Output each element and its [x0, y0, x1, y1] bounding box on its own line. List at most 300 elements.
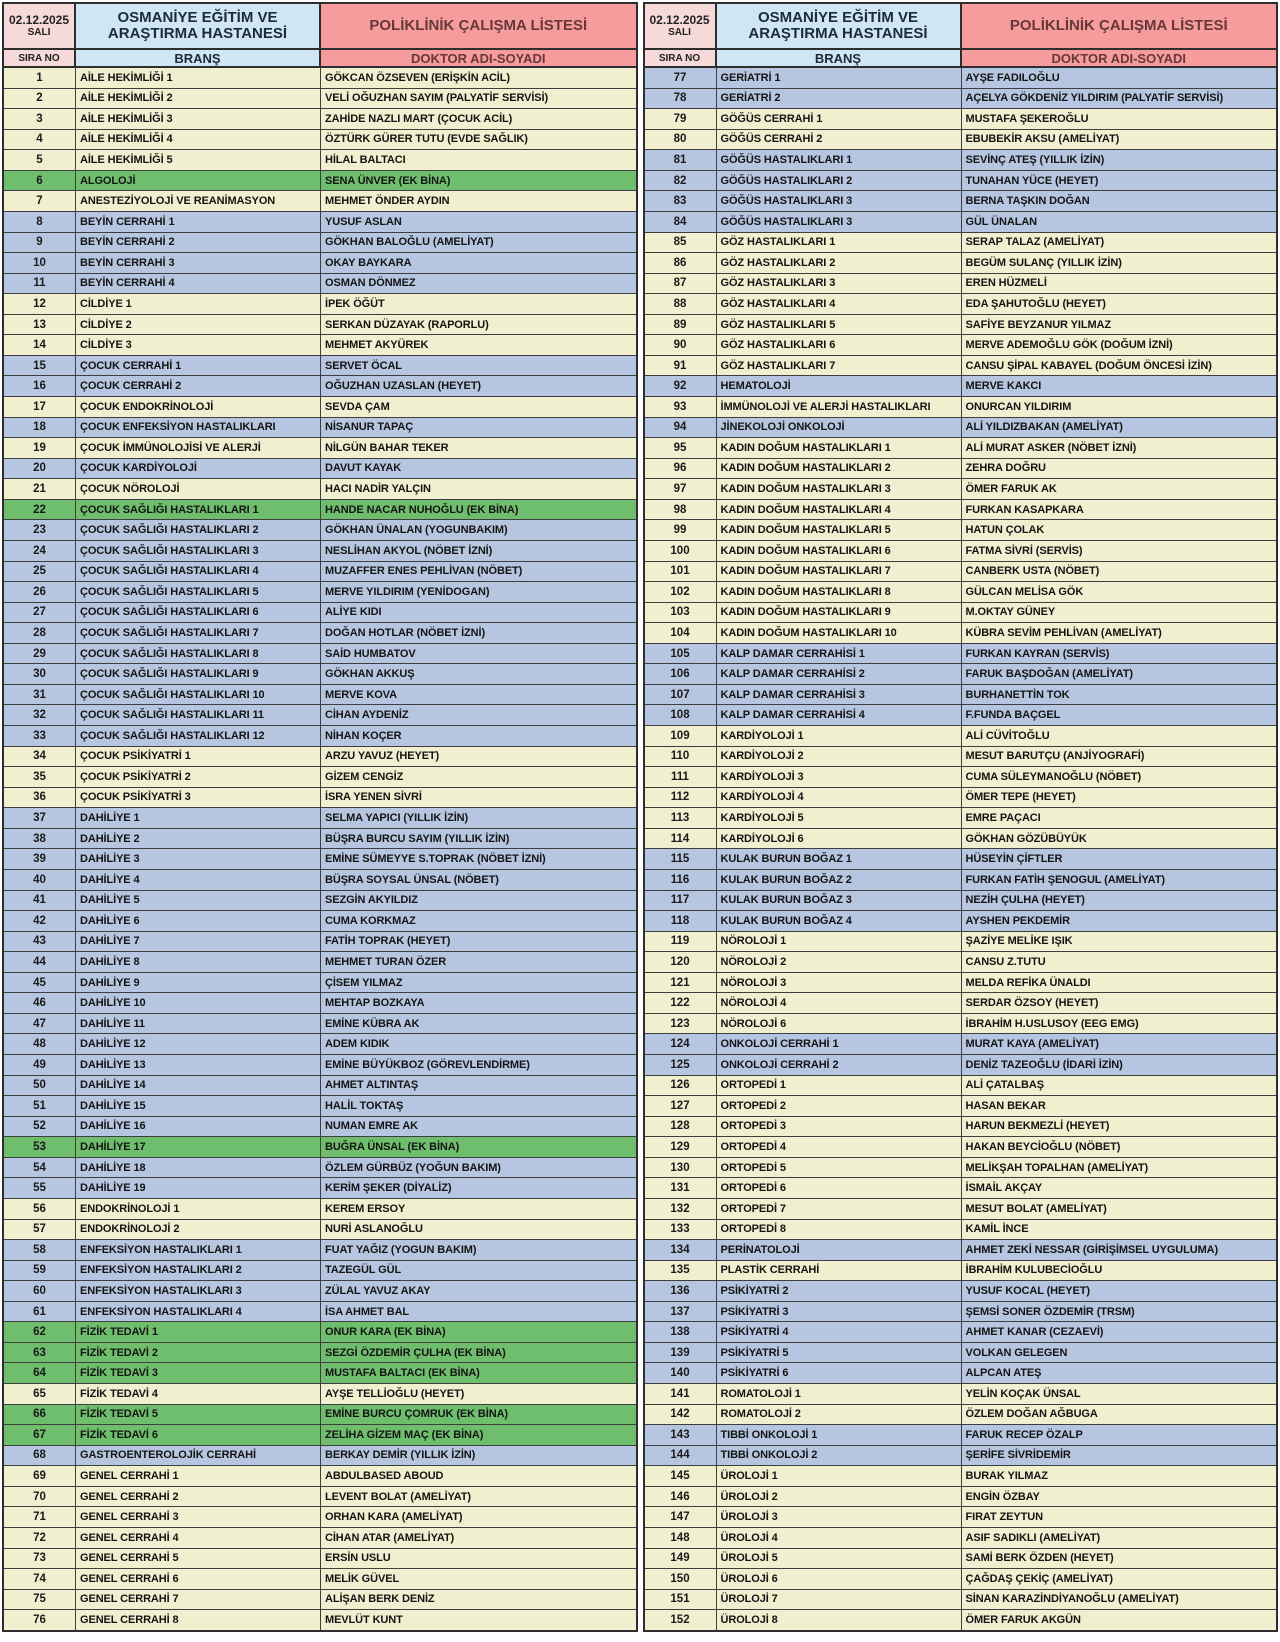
table-row: [4, 1609, 636, 1630]
table-row: [4, 355, 636, 376]
table-row: [4, 314, 636, 335]
doktor-cell: F.FUNDA BAÇGEL: [962, 705, 1277, 725]
table-row: [645, 375, 1277, 396]
table-row: [645, 1260, 1277, 1281]
sira-no-cell: 132: [645, 1199, 717, 1219]
sira-no-cell: 100: [645, 541, 717, 561]
doktor-cell: MUSTAFA ŞEKEROĞLU: [962, 109, 1277, 129]
brans-cell: ÇOCUK SAĞLIĞI HASTALIKLARI 2: [76, 520, 321, 540]
sira-no-cell: 6: [4, 171, 76, 191]
doktor-cell: ZEHRA DOĞRU: [962, 459, 1277, 479]
sira-no-cell: 147: [645, 1507, 717, 1527]
table-row: [4, 129, 636, 150]
brans-cell: DAHİLİYE 4: [76, 870, 321, 890]
brans-cell: GENEL CERRAHİ 1: [76, 1466, 321, 1486]
table-row: [4, 108, 636, 129]
sira-no-cell: 76: [4, 1610, 76, 1630]
doktor-cell: EDA ŞAHUTOĞLU (HEYET): [962, 294, 1277, 314]
sira-no-cell: 58: [4, 1240, 76, 1260]
table-row: [645, 1116, 1277, 1137]
sira-no-cell: 69: [4, 1466, 76, 1486]
sira-no-cell: 80: [645, 130, 717, 150]
table-row: [4, 417, 636, 438]
doktor-cell: AHMET KANAR (CEZAEVİ): [962, 1322, 1277, 1342]
doktor-cell: FARUK RECEP ÖZALP: [962, 1425, 1277, 1445]
table-row: [4, 1075, 636, 1096]
sira-no-cell: 149: [645, 1549, 717, 1569]
table-row: [4, 848, 636, 869]
table-row: [4, 951, 636, 972]
doktor-cell: FURKAN FATİH ŞENOGUL (AMELİYAT): [962, 870, 1277, 890]
brans-cell: ORTOPEDİ 5: [717, 1158, 962, 1178]
brans-cell: KALP DAMAR CERRAHİSİ 4: [717, 705, 962, 725]
sira-no-cell: 77: [645, 68, 717, 88]
sira-no-cell: 139: [645, 1343, 717, 1363]
sira-no-cell: 73: [4, 1549, 76, 1569]
table-row: [4, 170, 636, 191]
sira-no-cell: 8: [4, 212, 76, 232]
table-row: [4, 581, 636, 602]
brans-cell: PERİNATOLOJİ: [717, 1240, 962, 1260]
table-row: [645, 108, 1277, 129]
sira-no-cell: 122: [645, 993, 717, 1013]
sira-no-cell: 47: [4, 1014, 76, 1034]
doktor-cell: YELİN KOÇAK ÜNSAL: [962, 1384, 1277, 1404]
brans-cell: KARDİYOLOJİ 6: [717, 829, 962, 849]
table-row: [645, 1609, 1277, 1630]
doktor-cell: AYŞE TELLİOĞLU (HEYET): [321, 1384, 636, 1404]
sira-no-cell: 90: [645, 335, 717, 355]
brans-cell: FİZİK TEDAVİ 4: [76, 1384, 321, 1404]
brans-cell: ÇOCUK ENDOKRİNOLOJİ: [76, 397, 321, 417]
table-row: [645, 334, 1277, 355]
sira-no-cell: 99: [645, 520, 717, 540]
doktor-cell: SEVDA ÇAM: [321, 397, 636, 417]
sira-no-cell: 59: [4, 1261, 76, 1281]
sira-no-cell: 144: [645, 1446, 717, 1466]
brans-cell: ALGOLOJİ: [76, 171, 321, 191]
list-title: POLİKLİNİK ÇALIŞMA LİSTESİ: [321, 4, 636, 48]
table-row: [645, 951, 1277, 972]
sira-no-cell: 96: [645, 459, 717, 479]
doktor-cell: DENİZ TAZEOĞLU (İDARİ İZİN): [962, 1055, 1277, 1075]
table-row: [645, 396, 1277, 417]
table-row: [4, 1362, 636, 1383]
table-row: [645, 910, 1277, 931]
doktor-cell: SEZGİN AKYILDIZ: [321, 891, 636, 911]
doktor-cell: HÜSEYİN ÇİFTLER: [962, 849, 1277, 869]
sira-no-cell: 38: [4, 829, 76, 849]
brans-cell: GERİATRİ 2: [717, 89, 962, 109]
doktor-cell: MUSTAFA BALTACI (EK BİNA): [321, 1363, 636, 1383]
sira-no-cell: 55: [4, 1178, 76, 1198]
table-row: [4, 1260, 636, 1281]
doktor-cell: VOLKAN GELEGEN: [962, 1343, 1277, 1363]
table-row: [4, 602, 636, 623]
sira-no-cell: 19: [4, 438, 76, 458]
brans-cell: DAHİLİYE 19: [76, 1178, 321, 1198]
sira-no-cell: 62: [4, 1322, 76, 1342]
doktor-cell: SEZGİ ÖZDEMİR ÇULHA (EK BİNA): [321, 1343, 636, 1363]
table-row: [4, 375, 636, 396]
table-row: [645, 890, 1277, 911]
doktor-cell: ARZU YAVUZ (HEYET): [321, 747, 636, 767]
doktor-cell: MEHMET ÖNDER AYDIN: [321, 191, 636, 211]
brans-cell: DAHİLİYE 12: [76, 1034, 321, 1054]
table-row: [4, 1404, 636, 1425]
sira-no-cell: 50: [4, 1076, 76, 1096]
doktor-cell: MERVE KOVA: [321, 685, 636, 705]
doktor-cell: ÖZLEM DOĞAN AĞBUGA: [962, 1405, 1277, 1425]
sira-no-cell: 111: [645, 767, 717, 787]
brans-cell: DAHİLİYE 10: [76, 993, 321, 1013]
sira-no-cell: 89: [645, 315, 717, 335]
sira-no-cell: 85: [645, 233, 717, 253]
doktor-cell: HARUN BEKMEZLİ (HEYET): [962, 1117, 1277, 1137]
sira-no-cell: 115: [645, 849, 717, 869]
doktor-cell: BURHANETTİN TOK: [962, 685, 1277, 705]
table-row: [645, 293, 1277, 314]
table-row: [645, 437, 1277, 458]
table-row: [4, 1116, 636, 1137]
sira-no-cell: 138: [645, 1322, 717, 1342]
sira-no-cell: 137: [645, 1302, 717, 1322]
brans-cell: DAHİLİYE 6: [76, 911, 321, 931]
doktor-cell: HACI NADİR YALÇIN: [321, 479, 636, 499]
table-row: [645, 1506, 1277, 1527]
doktor-cell: ÖMER FARUK AK: [962, 479, 1277, 499]
table-row: [645, 1095, 1277, 1116]
doktor-cell: GÖKHAN AKKUŞ: [321, 664, 636, 684]
brans-cell: ROMATOLOJİ 1: [717, 1384, 962, 1404]
table-row: [4, 787, 636, 808]
table-row: [645, 88, 1277, 109]
doktor-cell: HANDE NACAR NUHOĞLU (EK BİNA): [321, 500, 636, 520]
table-row: [4, 663, 636, 684]
brans-cell: ÜROLOJİ 1: [717, 1466, 962, 1486]
sira-no-cell: 26: [4, 582, 76, 602]
table-row: [645, 1219, 1277, 1240]
brans-cell: ORTOPEDİ 8: [717, 1220, 962, 1240]
doktor-cell: SERDAR ÖZSOY (HEYET): [962, 993, 1277, 1013]
sira-no-cell: 2: [4, 89, 76, 109]
sira-no-cell: 127: [645, 1096, 717, 1116]
doktor-cell: ADEM KIDIK: [321, 1034, 636, 1054]
brans-cell: DAHİLİYE 14: [76, 1076, 321, 1096]
brans-cell: GENEL CERRAHİ 2: [76, 1487, 321, 1507]
brans-cell: CİLDİYE 2: [76, 315, 321, 335]
doktor-cell: AÇELYA GÖKDENİZ YILDIRIM (PALYATİF SERVİSİ): [962, 89, 1277, 109]
sira-no-cell: 30: [4, 664, 76, 684]
brans-cell: CİLDİYE 1: [76, 294, 321, 314]
brans-cell: NÖROLOJİ 6: [717, 1014, 962, 1034]
sira-no-cell: 88: [645, 294, 717, 314]
brans-cell: FİZİK TEDAVİ 1: [76, 1322, 321, 1342]
table-row: [645, 1589, 1277, 1610]
brans-cell: GÖZ HASTALIKLARI 6: [717, 335, 962, 355]
table-row: [645, 1136, 1277, 1157]
table-row: [645, 1033, 1277, 1054]
sira-no-cell: 21: [4, 479, 76, 499]
table-row: [645, 68, 1277, 88]
brans-cell: PSİKİYATRİ 4: [717, 1322, 962, 1342]
doktor-cell: DOĞAN HOTLAR (NÖBET İZNİ): [321, 623, 636, 643]
sira-no-cell: 49: [4, 1055, 76, 1075]
brans-cell: GENEL CERRAHİ 8: [76, 1610, 321, 1630]
brans-cell: ÇOCUK SAĞLIĞI HASTALIKLARI 3: [76, 541, 321, 561]
brans-cell: ÜROLOJİ 8: [717, 1610, 962, 1630]
sira-no-cell: 68: [4, 1446, 76, 1466]
brans-cell: KADIN DOĞUM HASTALIKLARI 9: [717, 603, 962, 623]
brans-cell: ÇOCUK SAĞLIĞI HASTALIKLARI 11: [76, 705, 321, 725]
doktor-cell: MELİK GÜVEL: [321, 1569, 636, 1589]
doktor-cell: ŞAZİYE MELİKE IŞIK: [962, 932, 1277, 952]
brans-cell: KALP DAMAR CERRAHİSİ 3: [717, 685, 962, 705]
sira-no-cell: 61: [4, 1302, 76, 1322]
doktor-cell: OĞUZHAN UZASLAN (HEYET): [321, 376, 636, 396]
table-row: [4, 1589, 636, 1610]
sira-no-cell: 41: [4, 891, 76, 911]
table-row: [4, 149, 636, 170]
table-row: [4, 828, 636, 849]
sira-no-cell: 52: [4, 1117, 76, 1137]
table-row: [4, 1568, 636, 1589]
sira-no-cell: 71: [4, 1507, 76, 1527]
doktor-cell: OSMAN DÖNMEZ: [321, 274, 636, 294]
table-row: [645, 1198, 1277, 1219]
brans-cell: KARDİYOLOJİ 3: [717, 767, 962, 787]
table-row: [4, 1527, 636, 1548]
brans-cell: DAHİLİYE 1: [76, 808, 321, 828]
brans-cell: HEMATOLOJİ: [717, 376, 962, 396]
doktor-cell: SENA ÜNVER (EK BİNA): [321, 171, 636, 191]
table-row: [645, 211, 1277, 232]
doktor-cell: FATİH TOPRAK (HEYET): [321, 932, 636, 952]
table-row: [645, 1486, 1277, 1507]
table-row: [645, 314, 1277, 335]
sira-no-cell: 27: [4, 603, 76, 623]
brans-cell: AİLE HEKİMLİĞİ 3: [76, 109, 321, 129]
brans-cell: ENFEKSİYON HASTALIKLARI 4: [76, 1302, 321, 1322]
table-row: [4, 561, 636, 582]
doktor-cell: EREN HÜZMELİ: [962, 274, 1277, 294]
doktor-cell: NESLİHAN AKYOL (NÖBET İZNİ): [321, 541, 636, 561]
brans-cell: ÇOCUK SAĞLIĞI HASTALIKLARI 4: [76, 562, 321, 582]
doktor-cell: KERİM ŞEKER (DİYALİZ): [321, 1178, 636, 1198]
doktor-cell: ORHAN KARA (AMELİYAT): [321, 1507, 636, 1527]
table-row: [4, 622, 636, 643]
brans-cell: ÇOCUK PSİKİYATRİ 3: [76, 788, 321, 808]
doktor-cell: İBRAHİM KULUBECİOĞLU: [962, 1261, 1277, 1281]
sira-no-cell: 24: [4, 541, 76, 561]
table-header-left: [4, 4, 636, 48]
doktor-cell: ÖZLEM GÜRBÜZ (YOĞUN BAKIM): [321, 1158, 636, 1178]
sira-no-cell: 101: [645, 562, 717, 582]
table-body-right: [645, 66, 1277, 1630]
doktor-cell: LEVENT BOLAT (AMELİYAT): [321, 1487, 636, 1507]
sira-no-cell: 1: [4, 68, 76, 88]
brans-cell: İMMÜNOLOJİ VE ALERJİ HASTALIKLARI: [717, 397, 962, 417]
table-row: [4, 478, 636, 499]
column-header-doktor: DOKTOR ADI-SOYADI: [321, 50, 636, 66]
sira-no-cell: 20: [4, 459, 76, 479]
table-row: [4, 972, 636, 993]
table-row: [645, 417, 1277, 438]
table-row: [4, 1157, 636, 1178]
doktor-cell: MEHMET AKYÜREK: [321, 335, 636, 355]
sira-no-cell: 67: [4, 1425, 76, 1445]
brans-cell: KADIN DOĞUM HASTALIKLARI 4: [717, 500, 962, 520]
sira-no-cell: 74: [4, 1569, 76, 1589]
brans-cell: GÖĞÜS HASTALIKLARI 3: [717, 212, 962, 232]
table-row: [4, 499, 636, 520]
brans-cell: KARDİYOLOJİ 4: [717, 788, 962, 808]
sira-no-cell: 140: [645, 1363, 717, 1383]
brans-cell: GÖZ HASTALIKLARI 2: [717, 253, 962, 273]
table-row: [645, 519, 1277, 540]
doktor-cell: ASIF SADIKLI (AMELİYAT): [962, 1528, 1277, 1548]
doktor-cell: CANBERK USTA (NÖBET): [962, 562, 1277, 582]
brans-cell: FİZİK TEDAVİ 5: [76, 1405, 321, 1425]
brans-cell: GÖZ HASTALIKLARI 4: [717, 294, 962, 314]
sira-no-cell: 150: [645, 1569, 717, 1589]
sira-no-cell: 152: [645, 1610, 717, 1630]
brans-cell: DAHİLİYE 3: [76, 849, 321, 869]
doktor-cell: KAMİL İNCE: [962, 1220, 1277, 1240]
sira-no-cell: 114: [645, 829, 717, 849]
table-row: [645, 766, 1277, 787]
table-row: [645, 129, 1277, 150]
sira-no-cell: 18: [4, 418, 76, 438]
sira-no-cell: 123: [645, 1014, 717, 1034]
brans-cell: NÖROLOJİ 3: [717, 973, 962, 993]
sira-no-cell: 35: [4, 767, 76, 787]
sira-no-cell: 63: [4, 1343, 76, 1363]
brans-cell: KADIN DOĞUM HASTALIKLARI 1: [717, 438, 962, 458]
doktor-cell: İSMAİL AKÇAY: [962, 1178, 1277, 1198]
doktor-cell: VELİ OĞUZHAN SAYIM (PALYATİF SERVİSİ): [321, 89, 636, 109]
doktor-cell: GÜLCAN MELİSA GÖK: [962, 582, 1277, 602]
table-row: [4, 1177, 636, 1198]
doktor-cell: CANSU Z.TUTU: [962, 952, 1277, 972]
table-row: [4, 437, 636, 458]
sira-no-cell: 13: [4, 315, 76, 335]
brans-cell: PLASTİK CERRAHİ: [717, 1261, 962, 1281]
sira-no-cell: 103: [645, 603, 717, 623]
table-row: [645, 581, 1277, 602]
table-row: [645, 1301, 1277, 1322]
date-cell: [645, 4, 717, 48]
sira-no-cell: 121: [645, 973, 717, 993]
sira-no-cell: 54: [4, 1158, 76, 1178]
doktor-cell: ÇİSEM YILMAZ: [321, 973, 636, 993]
brans-cell: TIBBİ ONKOLOJİ 1: [717, 1425, 962, 1445]
doktor-cell: MERVE YILDIRIM (YENİDOGAN): [321, 582, 636, 602]
doktor-cell: AYŞE FADILOĞLU: [962, 68, 1277, 88]
table-row: [645, 1383, 1277, 1404]
brans-cell: DAHİLİYE 5: [76, 891, 321, 911]
doktor-cell: SAİD HUMBATOV: [321, 644, 636, 664]
doktor-cell: YUSUF ASLAN: [321, 212, 636, 232]
table-row: [645, 848, 1277, 869]
table-row: [645, 540, 1277, 561]
table-row: [645, 1527, 1277, 1548]
brans-cell: DAHİLİYE 7: [76, 932, 321, 952]
sira-no-cell: 5: [4, 150, 76, 170]
sira-no-cell: 46: [4, 993, 76, 1013]
table-row: [645, 828, 1277, 849]
column-header-doktor: DOKTOR ADI-SOYADI: [962, 50, 1277, 66]
brans-cell: ÇOCUK SAĞLIĞI HASTALIKLARI 12: [76, 726, 321, 746]
brans-cell: ÇOCUK SAĞLIĞI HASTALIKLARI 10: [76, 685, 321, 705]
brans-cell: ÜROLOJİ 2: [717, 1487, 962, 1507]
doktor-cell: EMİNE BURCU ÇOMRUK (EK BİNA): [321, 1405, 636, 1425]
table-row: [4, 992, 636, 1013]
doktor-cell: GÖKHAN BALOĞLU (AMELİYAT): [321, 233, 636, 253]
brans-cell: KADIN DOĞUM HASTALIKLARI 7: [717, 562, 962, 582]
table-row: [645, 1321, 1277, 1342]
brans-cell: KULAK BURUN BOĞAZ 1: [717, 849, 962, 869]
brans-cell: GÖZ HASTALIKLARI 7: [717, 356, 962, 376]
table-row: [4, 1465, 636, 1486]
sira-no-cell: 51: [4, 1096, 76, 1116]
sira-no-cell: 92: [645, 376, 717, 396]
brans-cell: ENDOKRİNOLOJİ 1: [76, 1199, 321, 1219]
column-header-row-right: [645, 48, 1277, 66]
doktor-cell: İSRA YENEN SİVRİ: [321, 788, 636, 808]
doktor-cell: M.OKTAY GÜNEY: [962, 603, 1277, 623]
table-row: [4, 252, 636, 273]
brans-cell: GÖĞÜS CERRAHİ 1: [717, 109, 962, 129]
sira-no-cell: 146: [645, 1487, 717, 1507]
table-row: [645, 663, 1277, 684]
brans-cell: NÖROLOJİ 1: [717, 932, 962, 952]
sira-no-cell: 109: [645, 726, 717, 746]
sira-no-cell: 142: [645, 1405, 717, 1425]
doktor-cell: MELDA REFİKA ÜNALDI: [962, 973, 1277, 993]
brans-cell: JİNEKOLOJİ ONKOLOJİ: [717, 418, 962, 438]
table-row: [4, 88, 636, 109]
sira-no-cell: 112: [645, 788, 717, 808]
brans-cell: ÜROLOJİ 6: [717, 1569, 962, 1589]
sira-no-cell: 17: [4, 397, 76, 417]
sira-no-cell: 56: [4, 1199, 76, 1219]
table-row: [4, 1424, 636, 1445]
table-row: [645, 1177, 1277, 1198]
sira-no-cell: 116: [645, 870, 717, 890]
sira-no-cell: 44: [4, 952, 76, 972]
brans-cell: ORTOPEDİ 7: [717, 1199, 962, 1219]
doktor-cell: ENGİN ÖZBAY: [962, 1487, 1277, 1507]
sira-no-cell: 98: [645, 500, 717, 520]
doktor-cell: ÖMER TEPE (HEYET): [962, 788, 1277, 808]
table-row: [645, 1445, 1277, 1466]
brans-cell: TIBBİ ONKOLOJİ 2: [717, 1446, 962, 1466]
table-row: [645, 499, 1277, 520]
doktor-cell: ÇAĞDAŞ ÇEKİÇ (AMELİYAT): [962, 1569, 1277, 1589]
doktor-cell: BUĞRA ÜNSAL (EK BİNA): [321, 1137, 636, 1157]
brans-cell: DAHİLİYE 18: [76, 1158, 321, 1178]
brans-cell: ONKOLOJİ CERRAHİ 2: [717, 1055, 962, 1075]
doktor-cell: FURKAN KAYRAN (SERVİS): [962, 644, 1277, 664]
brans-cell: DAHİLİYE 13: [76, 1055, 321, 1075]
sira-no-cell: 87: [645, 274, 717, 294]
brans-cell: CİLDİYE 3: [76, 335, 321, 355]
sira-no-cell: 42: [4, 911, 76, 931]
sira-no-cell: 131: [645, 1178, 717, 1198]
doktor-cell: NEZİH ÇULHA (HEYET): [962, 891, 1277, 911]
sira-no-cell: 118: [645, 911, 717, 931]
